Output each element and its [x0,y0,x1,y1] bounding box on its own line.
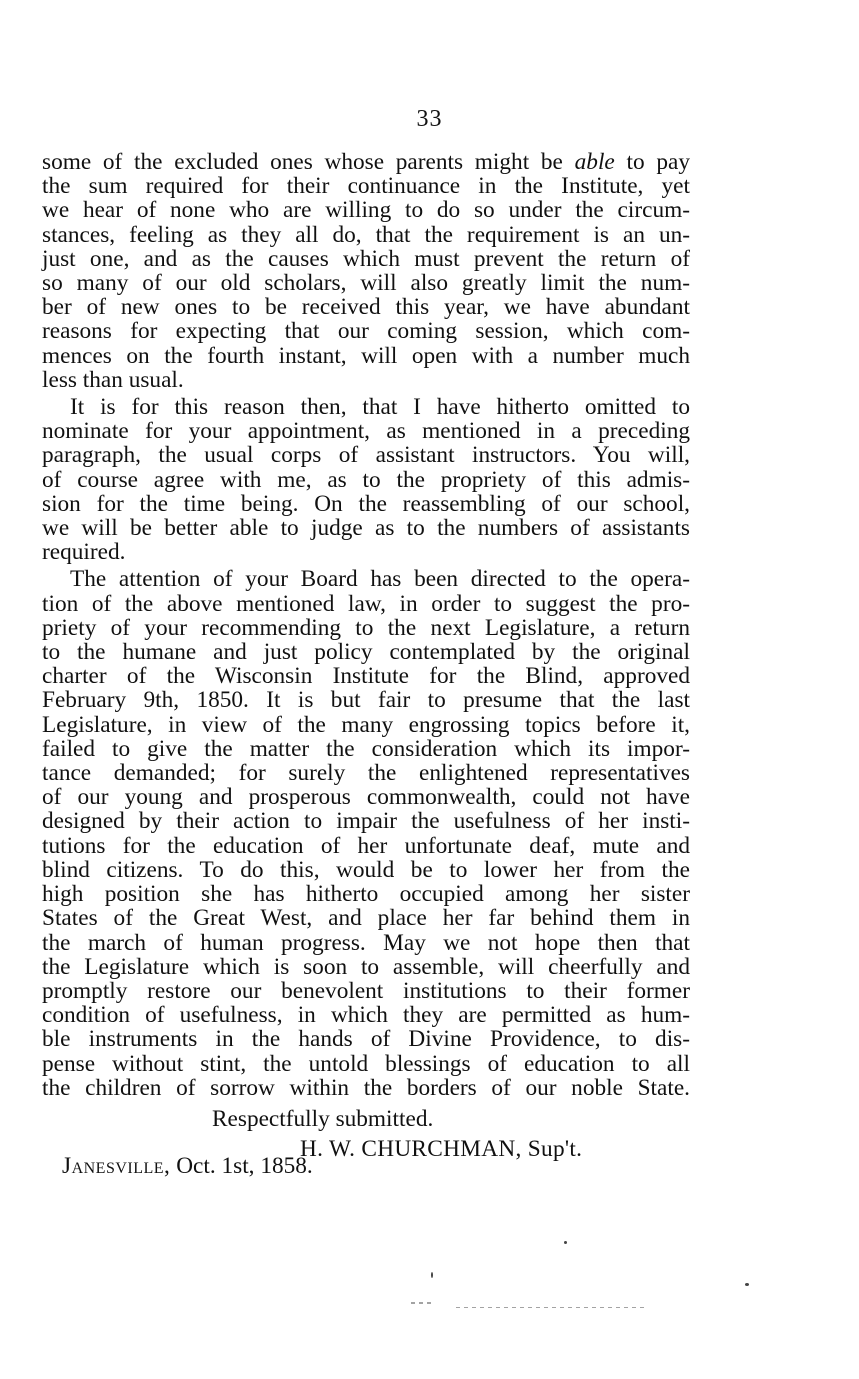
text-line: Legislature, in view of the many engrossing topics before it, [42,711,690,738]
text-line: we hear of none who are willing to do so under the circum- [42,197,690,224]
text-line: the sum required for their continuance in the Institute, yet [42,173,690,200]
scan-speck [431,1272,433,1278]
closing-submitted: Respectfully submitted. [212,1106,434,1132]
paragraph-3 [42,567,690,1099]
scan-speck [745,1283,749,1286]
text-line: we will be better able to judge as to the numbers of assistants [42,515,690,542]
text-line: tion of the above mentioned law, in order to suggest the pro- [42,590,690,617]
text-line: so many of our old scholars, will also greatly limit the num- [42,270,690,297]
place-name: Janesville, [62,1153,171,1179]
text-line: nominate for your appointment, as mentioned in a preceding [42,418,690,445]
text-line: promptly restore our benevolent institutions to their former [42,977,690,1004]
text-line: less than usual. [42,366,184,393]
text-line: paragraph, the usual corps of assistant instructors. You will, [42,442,690,469]
page-number: 33 [416,106,443,132]
scan-speck [564,1241,567,1244]
text-line: It is for this reason then, that I have hitherto omitted to [70,394,690,421]
text-line: to the humane and just policy contemplated by the original [42,639,690,666]
text-line: required. [42,539,126,566]
text-line: mences on the fourth instant, will open with a number much [42,342,690,369]
text-line: of our young and prosperous commonwealth, could not have [42,784,690,811]
text-line: sion for the time being. On the reassembling of our school, [42,490,690,517]
scan-mark [456,1307,646,1308]
text-line: ble instruments in the hands of Divine Providence, to dis- [42,1026,690,1053]
text-line: the march of human progress. May we not hope then that [42,929,690,956]
report-body [42,150,690,1100]
text-line: failed to give the matter the consideration which its impor- [42,735,690,762]
text-line: the children of sorrow within the borders of our noble State. [42,1074,690,1101]
place-and-date [62,1154,313,1178]
paragraph-1 [42,150,690,392]
text-line: February 9th, 1850. It is but fair to presume that the last [42,687,690,714]
text-line: blind citizens. To do this, would be to lower her from the [42,856,690,883]
text-line: reasons for expecting that our coming session, which com- [42,318,690,345]
text-line: of course agree with me, as to the propriety of this admis- [42,466,690,493]
text-line: some of the excluded ones whose parents might be able to pay [42,149,690,175]
text-line: tance demanded; for surely the enlightened representatives [42,760,690,787]
text-line: States of the Great West, and place her far behind them in [42,905,690,932]
text-line: designed by their action to impair the usefulness of her insti- [42,808,690,835]
paragraph-2 [42,395,690,564]
text-line: The attention of your Board has been directed to the opera- [70,566,690,593]
text-line: condition of usefulness, in which they are permitted as hum- [42,1002,690,1029]
scan-mark [411,1302,435,1304]
text-line: charter of the Wisconsin Institute for the Blind, approved [42,663,690,690]
text-line: stances, feeling as they all do, that the requirement is an un- [42,221,690,248]
signature: H. W. CHURCHMAN, Sup't. [300,1136,583,1162]
text-line: tutions for the education of her unfortunate deaf, mute and [42,832,690,859]
emphasis: able [574,149,615,175]
text-line: pense without stint, the untold blessings of education to all [42,1050,690,1077]
text-line: just one, and as the causes which must prevent the return of [42,245,690,272]
date: Oct. 1st, 1858. [170,1153,313,1179]
text-line: high position she has hitherto occupied among her sister [42,881,690,908]
text-line: ber of new ones to be received this year, we have abundant [42,294,690,321]
text-line: the Legislature which is soon to assemble, will cheerfully and [42,953,690,980]
text-line: priety of your recommending to the next Legislature, a return [42,614,690,641]
